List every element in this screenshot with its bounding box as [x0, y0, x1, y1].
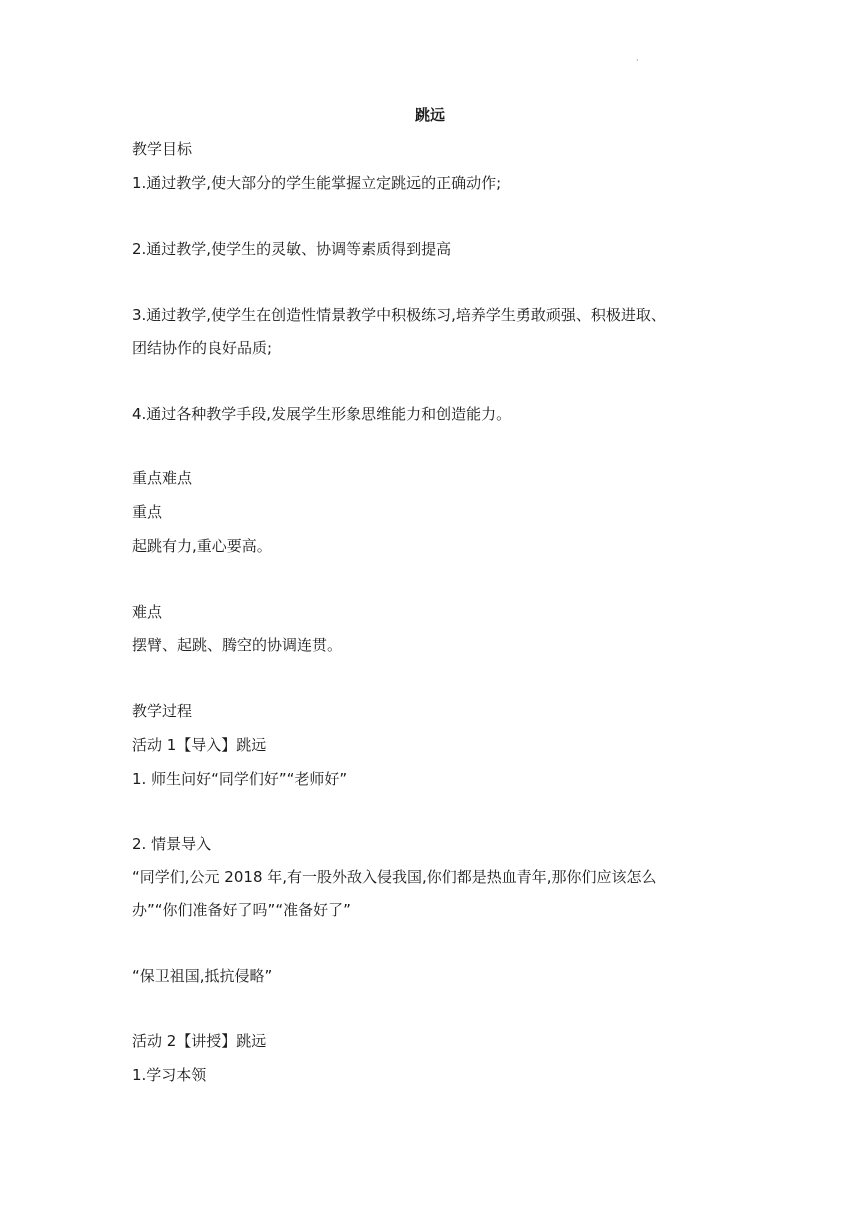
subheading-key: 重点 — [132, 503, 163, 521]
scenario-text: “同学们,公元 2018 年,有一股外敌入侵我国,你们都是热血青年,那你们应该怎么 — [132, 868, 657, 886]
section-heading-key-points: 重点难点 — [132, 469, 193, 487]
activity-1-step-2: 2. 情景导入 — [132, 835, 212, 853]
subheading-difficulty: 难点 — [132, 603, 163, 621]
section-heading-objectives: 教学目标 — [132, 140, 193, 158]
slogan-text: “保卫祖国,抵抗侵略” — [132, 967, 273, 985]
activity-1-heading: 活动 1【导入】跳远 — [132, 736, 267, 754]
page-marker: · — [636, 56, 639, 65]
objective-2: 2.通过教学,使学生的灵敏、协调等素质得到提高 — [132, 240, 452, 258]
objective-4: 4.通过各种教学手段,发展学生形象思维能力和创造能力。 — [132, 405, 512, 423]
scenario-text-cont: 办”“你们准备好了吗”“准备好了” — [132, 901, 351, 919]
document-title: 跳远 — [414, 106, 445, 124]
activity-2-heading: 活动 2【讲授】跳远 — [132, 1032, 267, 1050]
key-point-text: 起跳有力,重心要高。 — [132, 537, 272, 555]
difficulty-text: 摆臂、起跳、腾空的协调连贯。 — [132, 636, 343, 654]
objective-1: 1.通过教学,使大部分的学生能掌握立定跳远的正确动作; — [132, 174, 502, 192]
objective-3-cont: 团结协作的良好品质; — [132, 339, 273, 357]
activity-1-step-1: 1. 师生问好“同学们好”“老师好” — [132, 770, 348, 788]
objective-3: 3.通过教学,使学生在创造性情景教学中积极练习,培养学生勇敢顽强、积极进取、 — [132, 306, 666, 324]
activity-2-step-1: 1.学习本领 — [132, 1066, 207, 1084]
section-heading-process: 教学过程 — [132, 702, 193, 720]
